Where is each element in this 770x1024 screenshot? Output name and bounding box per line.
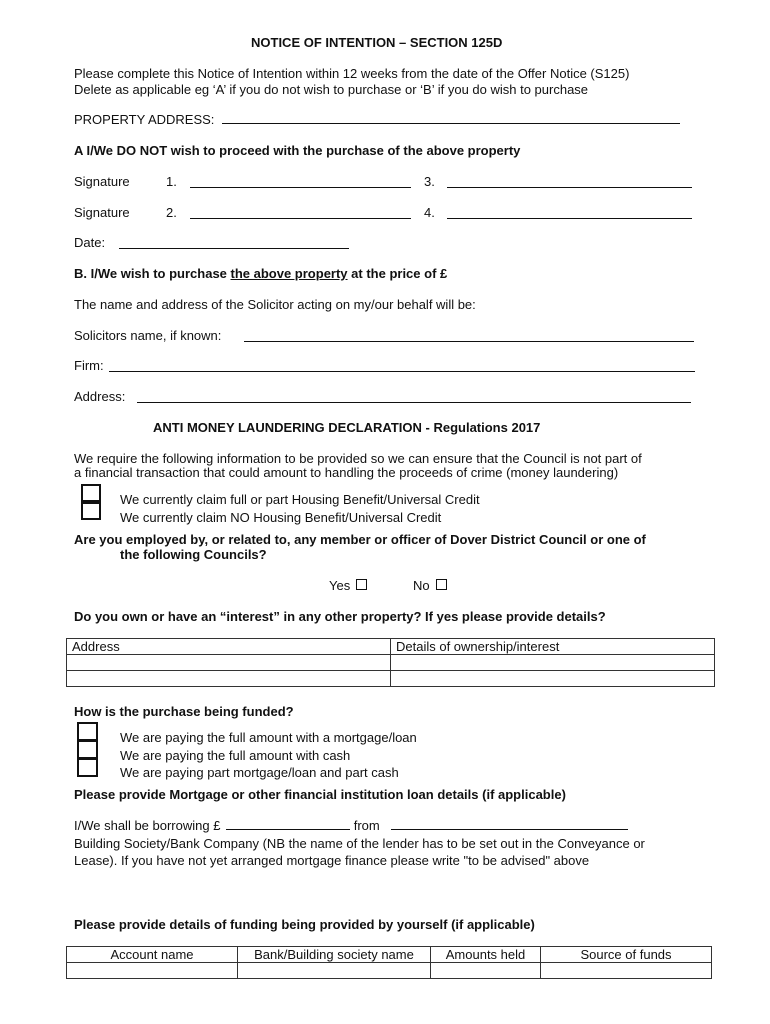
interest-table (66, 638, 715, 687)
date-label: Date: (74, 235, 106, 250)
mortgage-heading: Please provide Mortgage or other financial institution loan details (if applicable) (74, 787, 566, 802)
yes-option[interactable] (329, 578, 367, 593)
address-field[interactable] (137, 391, 691, 403)
table-header-cell: Details of ownership/interest (391, 639, 715, 655)
signature-num-1: 1. (166, 174, 177, 189)
interest-question: Do you own or have an “interest” in any other property? If yes please provide details? (74, 609, 606, 624)
table-cell[interactable] (541, 963, 712, 979)
table-header-cell: Bank/Building society name (238, 947, 431, 963)
funding-checkbox-1[interactable] (77, 722, 98, 741)
property-address-label: PROPERTY ADDRESS: (74, 112, 215, 127)
firm-field[interactable] (109, 360, 695, 372)
no-option[interactable] (413, 578, 447, 593)
lender-field[interactable] (391, 818, 628, 830)
table-row (67, 671, 715, 687)
yes-checkbox[interactable] (356, 579, 367, 590)
no-label: No (413, 578, 430, 593)
table-header-cell: Address (67, 639, 391, 655)
signature-num-4: 4. (424, 205, 435, 220)
table-row (67, 655, 715, 671)
firm-label: Firm: (74, 358, 104, 373)
signature-num-2: 2. (166, 205, 177, 220)
table-header-cell: Source of funds (541, 947, 712, 963)
table-cell[interactable] (238, 963, 431, 979)
employed-question-1: Are you employed by, or related to, any member or officer of Dover District Council or one of (74, 532, 646, 547)
aml-line-1: We require the following information to be provided so we can ensure that the Council is not part of (74, 451, 642, 466)
solicitor-name-field[interactable] (244, 330, 694, 342)
no-checkbox[interactable] (436, 579, 447, 590)
borrowing-from-label: from (353, 818, 380, 833)
section-b-pre: B. I/We wish to purchase (74, 266, 231, 281)
table-cell[interactable] (391, 655, 715, 671)
intro-line-1: Please complete this Notice of Intention within 12 weeks from the date of the Offer Notice (S125) (74, 66, 630, 81)
intro-line-2: Delete as applicable eg ‘A’ if you do not wish to purchase or ‘B’ if you do wish to purchase (74, 82, 589, 97)
property-address-field[interactable] (222, 112, 680, 124)
signature-label-2: Signature (74, 205, 130, 220)
table-cell[interactable] (67, 655, 391, 671)
aml-line-2: a financial transaction that could amount to handling the proceeds of crime (money laundering) (74, 465, 619, 480)
date-field[interactable] (119, 237, 349, 249)
table-cell[interactable] (67, 671, 391, 687)
table-cell[interactable] (431, 963, 541, 979)
benefit-checkbox-2[interactable] (81, 502, 101, 520)
signature-field-4[interactable] (447, 207, 692, 219)
solicitor-name-label: Solicitors name, if known: (74, 328, 222, 343)
borrowing-label: I/We shall be borrowing £ (74, 818, 221, 833)
section-a-heading: A I/We DO NOT wish to proceed with the purchase of the above property (74, 143, 521, 158)
table-header-row (67, 947, 712, 963)
funding-option-1: We are paying the full amount with a mortgage/loan (120, 730, 417, 745)
aml-heading: ANTI MONEY LAUNDERING DECLARATION - Regulations 2017 (153, 420, 541, 435)
table-header-row (67, 639, 715, 655)
table-header-cell: Account name (67, 947, 238, 963)
section-b-underlined: the above property (230, 266, 348, 281)
borrowing-amount-field[interactable] (226, 818, 350, 830)
funding-checkbox-2[interactable] (77, 740, 98, 759)
section-b-post: at the price of £ (347, 266, 448, 281)
table-cell[interactable] (67, 963, 238, 979)
funding-checkbox-3[interactable] (77, 758, 98, 777)
solicitor-intro: The name and address of the Solicitor acting on my/our behalf will be: (74, 297, 476, 312)
borrowing-row (74, 818, 628, 833)
table-row (67, 963, 712, 979)
page-title: NOTICE OF INTENTION – SECTION 125D (251, 35, 503, 50)
benefit-checkbox-1[interactable] (81, 484, 101, 502)
table-header-cell: Amounts held (431, 947, 541, 963)
yes-label: Yes (329, 578, 351, 593)
signature-field-1[interactable] (190, 176, 411, 188)
property-address-row (74, 112, 680, 127)
funding-option-3: We are paying part mortgage/loan and part cash (120, 765, 399, 780)
signature-num-3: 3. (424, 174, 435, 189)
borrowing-line-2: Building Society/Bank Company (NB the name of the lender has to be set out in the Conveyance or (74, 836, 645, 851)
borrowing-line-3: Lease). If you have not yet arranged mortgage finance please write "to be advised" above (74, 853, 590, 868)
funding-question: How is the purchase being funded? (74, 704, 294, 719)
signature-label-1: Signature (74, 174, 130, 189)
benefit-option-1: We currently claim full or part Housing Benefit/Universal Credit (120, 492, 480, 507)
table-cell[interactable] (391, 671, 715, 687)
benefit-option-2: We currently claim NO Housing Benefit/Universal Credit (120, 510, 442, 525)
funds-table (66, 946, 712, 979)
own-funds-heading: Please provide details of funding being provided by yourself (if applicable) (74, 917, 535, 932)
section-b-heading (74, 266, 447, 281)
employed-question-2: the following Councils? (120, 547, 267, 562)
address-label: Address: (74, 389, 126, 404)
funding-option-2: We are paying the full amount with cash (120, 748, 351, 763)
signature-field-3[interactable] (447, 176, 692, 188)
signature-field-2[interactable] (190, 207, 411, 219)
